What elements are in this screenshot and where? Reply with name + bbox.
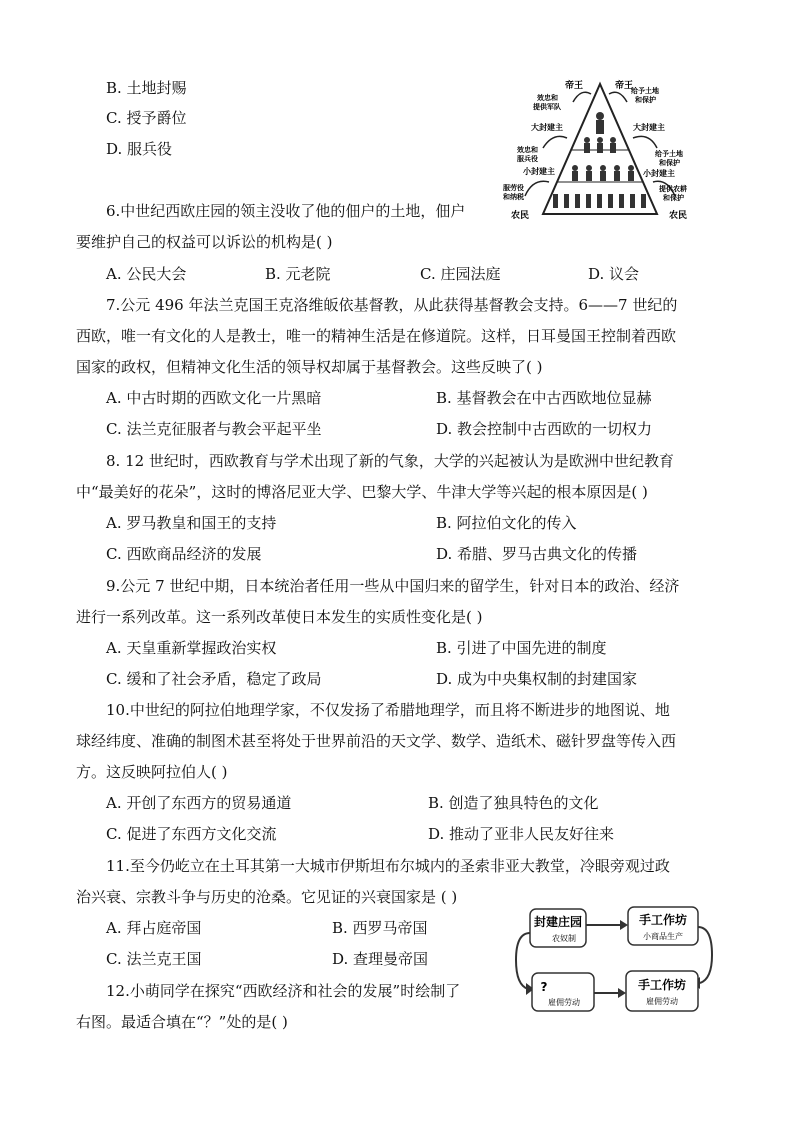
flow-box4-sub: 雇佣劳动 [646, 997, 678, 1006]
q7-option-a: A. 中古时期的西欧文化一片黑暗 [106, 389, 322, 407]
pyramid-right-top-2: 和保护 [635, 96, 656, 104]
flow-box4-title: 手工作坊 [637, 978, 687, 992]
pyramid-left-low-1: 服劳役 [503, 184, 524, 192]
pyramid-left-mid-2: 服兵役 [517, 155, 538, 163]
pyramid-left-low-2: 和纳税 [503, 193, 524, 201]
q10-stem-line2: 球经纬度、准确的制图术甚至将处于世界前沿的天文学、数学、造纸术、磁针罗盘等传入西 [76, 732, 677, 750]
pyramid-king-left: 帝王 [565, 81, 584, 91]
q9-option-c: C. 缓和了社会矛盾，稳定了政局 [106, 670, 322, 688]
flow-box1-title: 封建庄园 [533, 915, 583, 929]
q8-stem-line1: 8. 12 世纪时，西欧教育与学术出现了新的气象，大学的兴起被认为是欧洲中世纪教育 [106, 452, 674, 470]
pyramid-big-lord-left: 大封建主 [531, 123, 563, 132]
q7-stem-line3: 国家的政权，但精神文化生活的领导权却属于基督教会。这些反映了( ) [76, 358, 543, 376]
q8-option-c: C. 西欧商品经济的发展 [106, 545, 262, 563]
pyramid-big-lord-right: 大封建主 [633, 123, 665, 132]
pyramid-right-mid-1: 给予土地 [655, 150, 683, 158]
q6-option-a: A. 公民大会 [106, 265, 187, 283]
q11-stem-line2: 治兴衰、宗教斗争与历史的沧桑。它见证的兴衰国家是 ( ) [76, 888, 458, 906]
q10-option-a: A. 开创了东西方的贸易通道 [106, 794, 292, 812]
q8-option-a: A. 罗马教皇和国王的支持 [106, 514, 277, 532]
pyramid-left-top-1: 效忠和 [537, 94, 558, 102]
q6-stem-line1: 6.中世纪西欧庄园的领主没收了他的佃户的土地，佃户 [106, 202, 466, 220]
q9-stem-line2: 进行一系列改革。这一系列改革使日本发生的实质性变化是( ) [76, 608, 483, 626]
q9-option-a: A. 天皇重新掌握政治实权 [106, 639, 277, 657]
q6-option-b: B. 元老院 [265, 265, 331, 283]
pyramid-peasant-right: 农民 [669, 211, 688, 221]
q11-option-d: D. 查理曼帝国 [332, 950, 429, 968]
feudal-pyramid-figure [503, 78, 695, 228]
economy-flow-diagram [514, 905, 714, 1015]
pyramid-small-lord-right: 小封建主 [643, 169, 675, 178]
q5-option-b: B. 土地封赐 [106, 79, 187, 97]
q12-stem-line2: 右图。最适合填在“？”处的是( ) [76, 1013, 288, 1031]
q6-option-c: C. 庄园法庭 [420, 265, 501, 283]
q12-stem-line1: 12.小萌同学在探究“西欧经济和社会的发展”时绘制了 [106, 982, 461, 1000]
flow-box1-sub: 农奴制 [552, 934, 576, 943]
q7-stem-line2: 西欧，唯一有文化的人是教士，唯一的精神生活是在修道院。这样，日耳曼国王控制着西欧 [76, 327, 677, 345]
q5-option-c: C. 授予爵位 [106, 109, 187, 127]
pyramid-right-low-2: 和保护 [663, 194, 684, 202]
q6-stem-line2: 要维护自己的权益可以诉讼的机构是( ) [76, 233, 333, 251]
q9-option-b: B. 引进了中国先进的制度 [436, 639, 607, 657]
q11-option-b: B. 西罗马帝国 [332, 919, 428, 937]
q10-option-b: B. 创造了独具特色的文化 [428, 794, 599, 812]
pyramid-peasant-left: 农民 [511, 211, 530, 221]
q9-option-d: D. 成为中央集权制的封建国家 [436, 670, 638, 688]
flow-box2-title: 手工作坊 [638, 913, 688, 927]
pyramid-king-right: 帝王 [615, 81, 634, 91]
q7-option-d: D. 教会控制中古西欧的一切权力 [436, 420, 653, 438]
q11-stem-line1: 11.至今仍屹立在土耳其第一大城市伊斯坦布尔城内的圣索非亚大教堂，冷眼旁观过政 [106, 857, 670, 875]
q10-stem-line1: 10.中世纪的阿拉伯地理学家，不仅发扬了希腊地理学，而且将不断进步的地图说、地 [106, 701, 670, 719]
q8-stem-line2: 中“最美好的花朵”，这时的博洛尼亚大学、巴黎大学、牛津大学等兴起的根本原因是( ) [76, 483, 648, 501]
q8-option-b: B. 阿拉伯文化的传入 [436, 514, 577, 532]
q11-option-a: A. 拜占庭帝国 [106, 919, 202, 937]
q5-option-d: D. 服兵役 [106, 140, 173, 158]
q10-stem-line3: 方。这反映阿拉伯人( ) [76, 763, 228, 781]
q11-option-c: C. 法兰克王国 [106, 950, 202, 968]
pyramid-right-low-1: 提供农耕 [659, 185, 687, 193]
q6-option-d: D. 议会 [588, 265, 640, 283]
q10-option-d: D. 推动了亚非人民友好往来 [428, 825, 615, 843]
q7-stem-line1: 7.公元 496 年法兰克国王克洛维皈依基督教，从此获得基督教会支持。6——7 世纪的 [106, 296, 678, 314]
flow-box3-title: ? [540, 980, 548, 994]
pyramid-left-mid-1: 效忠和 [517, 146, 538, 154]
q10-option-c: C. 促进了东西方文化交流 [106, 825, 277, 843]
q7-option-b: B. 基督教会在中古西欧地位显赫 [436, 389, 652, 407]
pyramid-right-top-1: 给予土地 [631, 87, 659, 95]
q8-option-d: D. 希腊、罗马古典文化的传播 [436, 545, 638, 563]
pyramid-small-lord-left: 小封建主 [523, 167, 555, 176]
flow-box2-sub: 小商品生产 [643, 932, 683, 941]
q7-option-c: C. 法兰克征服者与教会平起平坐 [106, 420, 322, 438]
q9-stem-line1: 9.公元 7 世纪中期，日本统治者任用一些从中国归来的留学生，针对日本的政治、经济 [106, 577, 680, 595]
flow-box3-sub: 雇佣劳动 [548, 998, 580, 1007]
pyramid-left-top-2: 提供军队 [533, 103, 561, 111]
pyramid-right-mid-2: 和保护 [659, 159, 680, 167]
